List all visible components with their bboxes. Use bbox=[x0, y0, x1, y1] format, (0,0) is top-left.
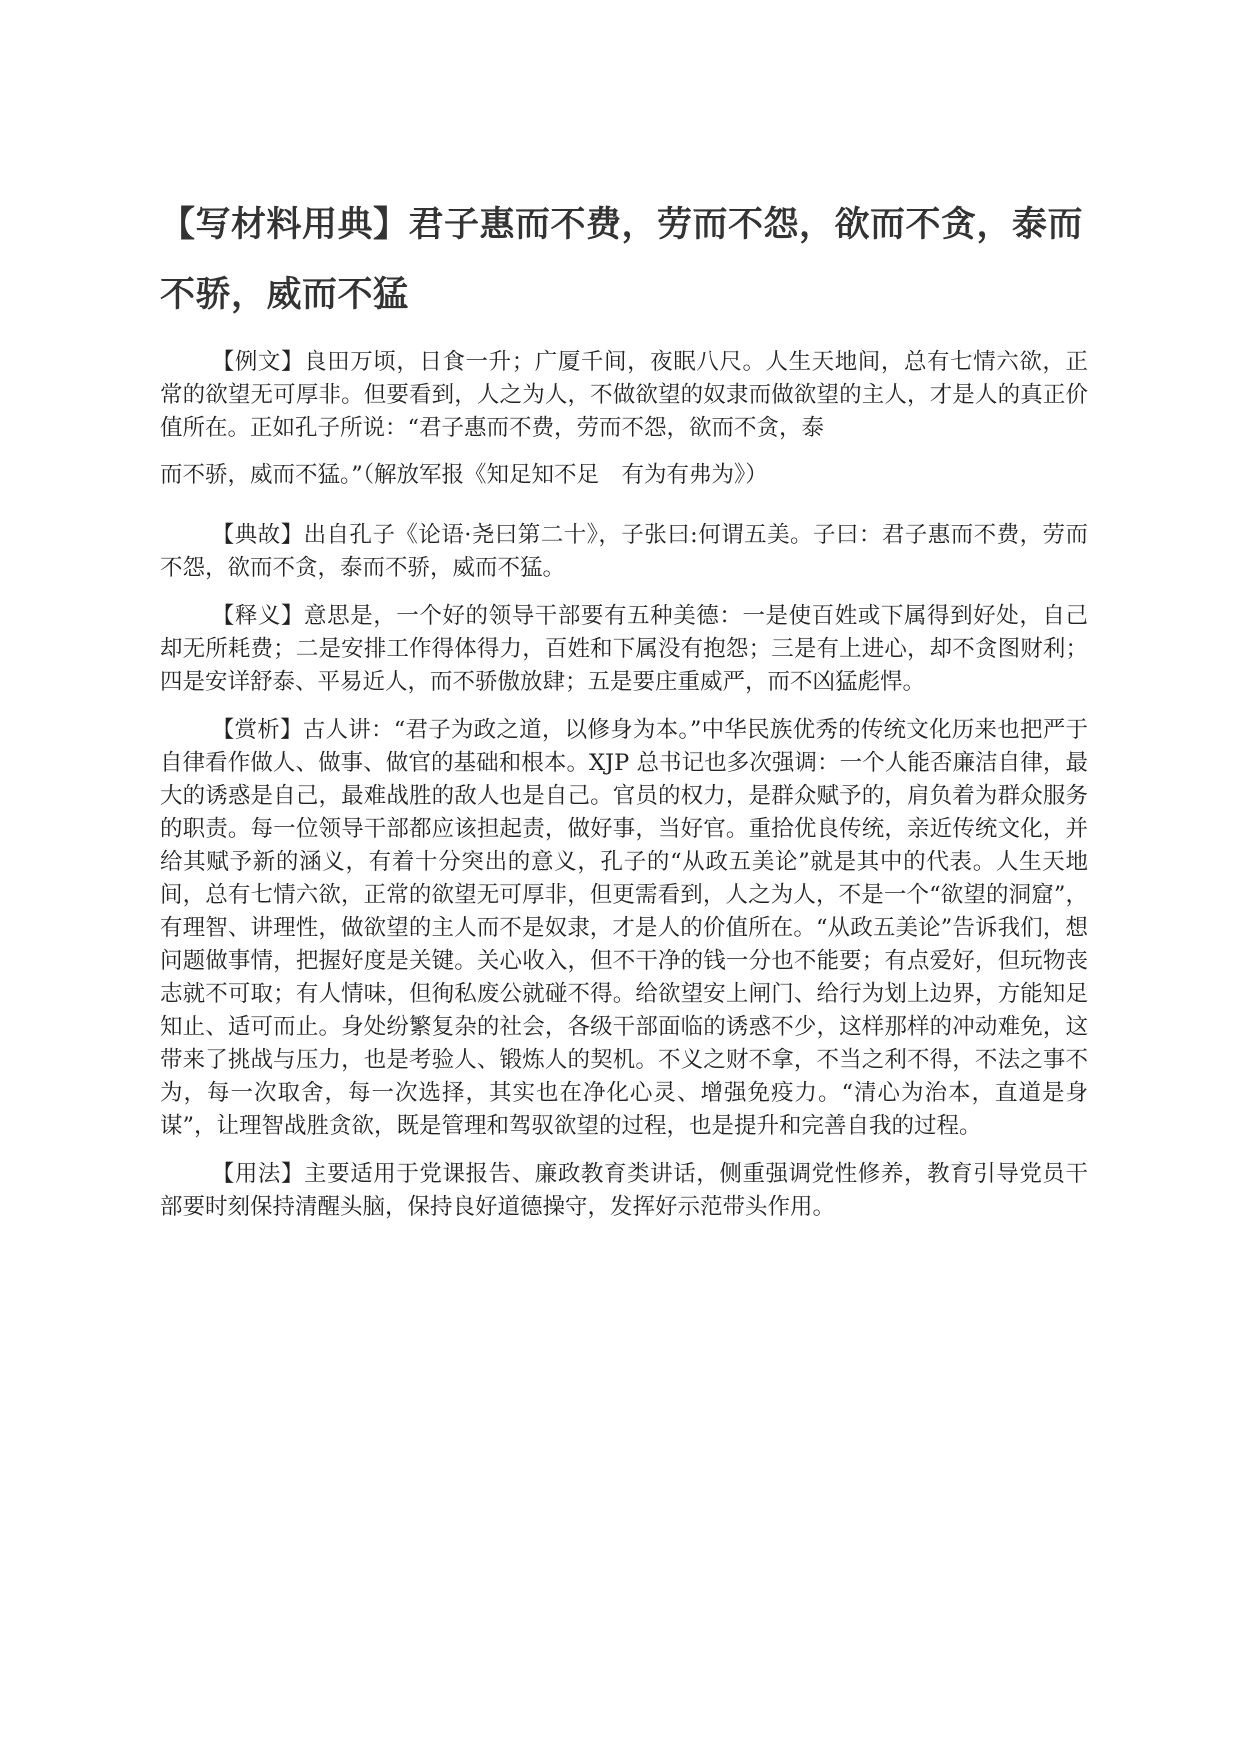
example-tag: 【例文】 bbox=[211, 349, 305, 375]
example-text: 良田万顷，日食一升；广厦千间，夜眠八尺。人生天地间，总有七情六欲，正常的欲望无可厚非。但要看到，人之为人，不做欲望的奴隶而做欲望的主人，才是人的真正价值所在。正如孔子所说：“君子惠而不费，劳而不怨，欲而不贪，泰 bbox=[160, 349, 1088, 441]
usage-paragraph bbox=[160, 1158, 1088, 1224]
document-title: 【写材料用典】君子惠而不费，劳而不怨，欲而不贪，泰而不骄，威而不猛 bbox=[160, 205, 1084, 315]
appreciation-tag: 【赏析】 bbox=[211, 717, 303, 743]
example-source: 而不骄，威而不猛。”（解放军报《知足知不足 有为有弗为》） bbox=[160, 462, 768, 488]
meaning-text: 意思是，一个好的领导干部要有五种美德：一是使百姓或下属得到好处，自己却无所耗费；二是安排工作得体得力，百姓和下属没有抱怨；三是有上进心，却不贪图财利；四是安详舒泰、平易近人，而不骄傲放肆；五是要庄重威严，而不凶猛彪悍。 bbox=[160, 603, 1088, 695]
usage-text: 主要适用于党课报告、廉政教育类讲话，侧重强调党性修养，教育引导党员干部要时刻保持清醒头脑，保持良好道德操守，发挥好示范带头作用。 bbox=[160, 1161, 1088, 1220]
allusion-paragraph bbox=[160, 519, 1088, 585]
example-paragraph bbox=[160, 346, 1088, 445]
meaning-paragraph bbox=[160, 600, 1088, 699]
allusion-text: 出自孔子《论语·尧曰第二十》，子张曰:何谓五美。子曰：君子惠而不费，劳而不怨，欲而不贪，泰而不骄，威而不猛。 bbox=[160, 522, 1088, 581]
appreciation-text: 古人讲：“君子为政之道，以修身为本。”中华民族优秀的传统文化历来也把严于自律看作做人、做事、做官的基础和根本。XJP 总书记也多次强调：一个人能否廉洁自律，最大的诱惑是自己，最难战胜的敌人也是自己。官员的权力，是群众赋予的，肩负着为群众服务的职责。每一位领导干部都应该担起责，做好事，当好官。重拾优良传统，亲近传统文化，并给其赋予新的涵义，有着十分突出的意义，孔子的“从政五美论”就是其中的代表。人生天地间，总有七情六欲，正常的欲望无可厚非，但更需看到，人之为人，不是一个“欲望的洞窟”，有理智、讲理性，做欲望的主人而不是奴隶，才是人的价值所在。“从政五美论”告诉我们，想问题做事情，把握好度是关键。关心收入，但不干净的钱一分也不能要；有点爱好，但玩物丧志就不可取；有人情味，但徇私废公就碰不得。给欲望安上闸门、给行为划上边界，方能知足知止、适可而止。身处纷繁复杂的社会，各级干部面临的诱惑不少，这样那样的冲动难免，这带来了挑战与压力，也是考验人、锻炼人的契机。不义之财不拿，不当之利不得，不法之事不为，每一次取舍，每一次选择，其实也在净化心灵、增强免疫力。“清心为治本，直道是身谋”，让理智战胜贪欲，既是管理和驾驭欲望的过程，也是提升和完善自我的过程。 bbox=[160, 717, 1088, 1139]
allusion-tag: 【典故】 bbox=[211, 522, 304, 548]
usage-tag: 【用法】 bbox=[211, 1161, 305, 1187]
appreciation-paragraph bbox=[160, 714, 1088, 1143]
document-page bbox=[160, 190, 1088, 1224]
meaning-tag: 【释义】 bbox=[211, 603, 305, 629]
example-source-line bbox=[160, 445, 1088, 505]
